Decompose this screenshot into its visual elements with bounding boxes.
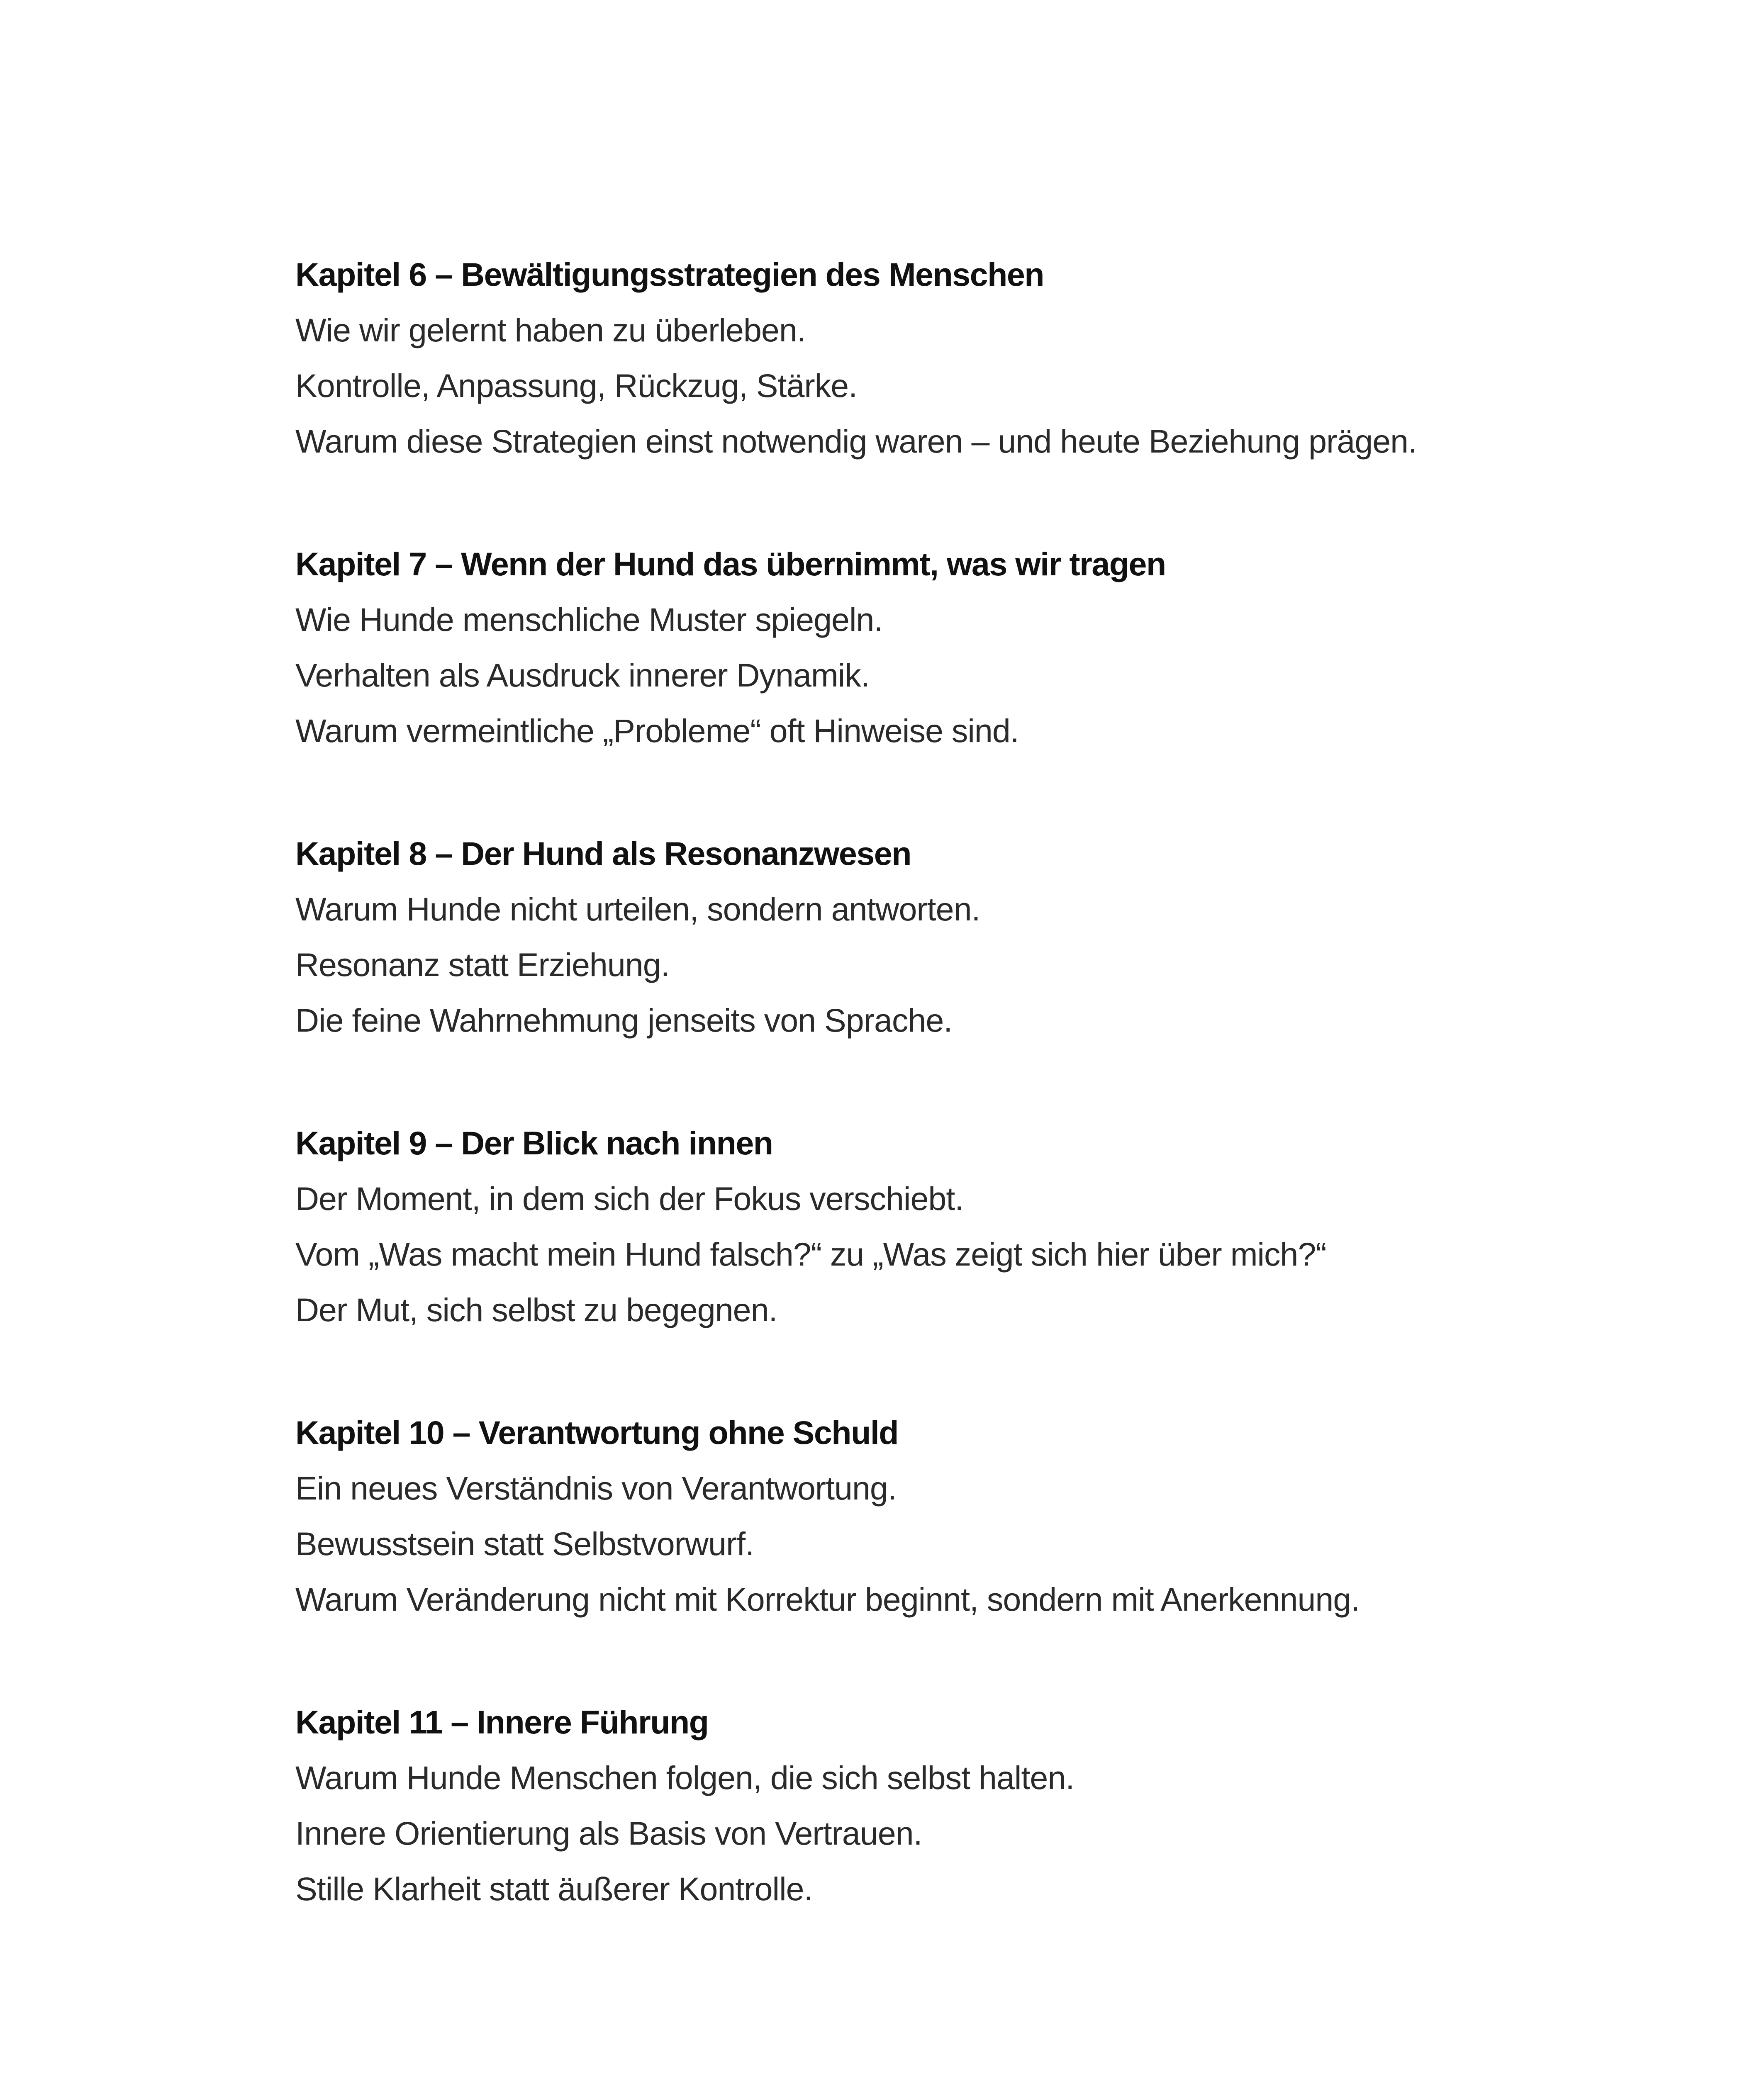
chapter-10 [295,1405,1664,1627]
table-of-contents [295,247,1664,1984]
chapter-description-line: Bewusstsein statt Selbstvorwurf. [295,1525,754,1562]
chapter-title: Kapitel 9 – Der Blick nach innen [295,1125,773,1161]
chapter-description-line: Innere Orientierung als Basis von Vertrauen. [295,1815,922,1852]
chapter-description-line: Der Moment, in dem sich der Fokus verschiebt. [295,1180,964,1217]
chapter-description-line: Wie Hunde menschliche Muster spiegeln. [295,601,883,638]
chapter-description-line: Vom „Was macht mein Hund falsch?“ zu „Was zeigt sich hier über mich?“ [295,1236,1326,1273]
chapter-title: Kapitel 10 – Verantwortung ohne Schuld [295,1414,899,1451]
chapter-9 [295,1115,1664,1338]
chapter-11 [295,1694,1664,1917]
chapter-description-line: Resonanz statt Erziehung. [295,946,670,983]
chapter-title: Kapitel 6 – Bewältigungsstrategien des Menschen [295,256,1044,293]
chapter-description-line: Warum Hunde nicht urteilen, sondern antworten. [295,891,980,927]
chapter-8 [295,826,1664,1048]
chapter-description-line: Die feine Wahrnehmung jenseits von Sprache. [295,1002,953,1039]
chapter-description-line: Ein neues Verständnis von Verantwortung. [295,1470,897,1507]
chapter-description-line: Wie wir gelernt haben zu überleben. [295,312,806,348]
chapter-title: Kapitel 8 – Der Hund als Resonanzwesen [295,835,911,872]
chapter-title: Kapitel 11 – Innere Führung [295,1704,709,1741]
chapter-description-line: Stille Klarheit statt äußerer Kontrolle. [295,1870,813,1907]
chapter-description-line: Kontrolle, Anpassung, Rückzug, Stärke. [295,367,858,404]
chapter-description-line: Warum Hunde Menschen folgen, die sich selbst halten. [295,1759,1074,1796]
chapter-6 [295,247,1664,469]
chapter-description-line: Warum diese Strategien einst notwendig waren – und heute Beziehung prägen. [295,423,1417,460]
chapter-description-line: Verhalten als Ausdruck innerer Dynamik. [295,657,870,694]
chapter-7 [295,536,1664,759]
chapter-title: Kapitel 7 – Wenn der Hund das übernimmt, was wir tragen [295,545,1166,582]
chapter-description-line: Der Mut, sich selbst zu begegnen. [295,1291,777,1328]
chapter-description-line: Warum vermeintliche „Probleme“ oft Hinweise sind. [295,712,1019,749]
chapter-description-line: Warum Veränderung nicht mit Korrektur beginnt, sondern mit Anerkennung. [295,1581,1360,1618]
